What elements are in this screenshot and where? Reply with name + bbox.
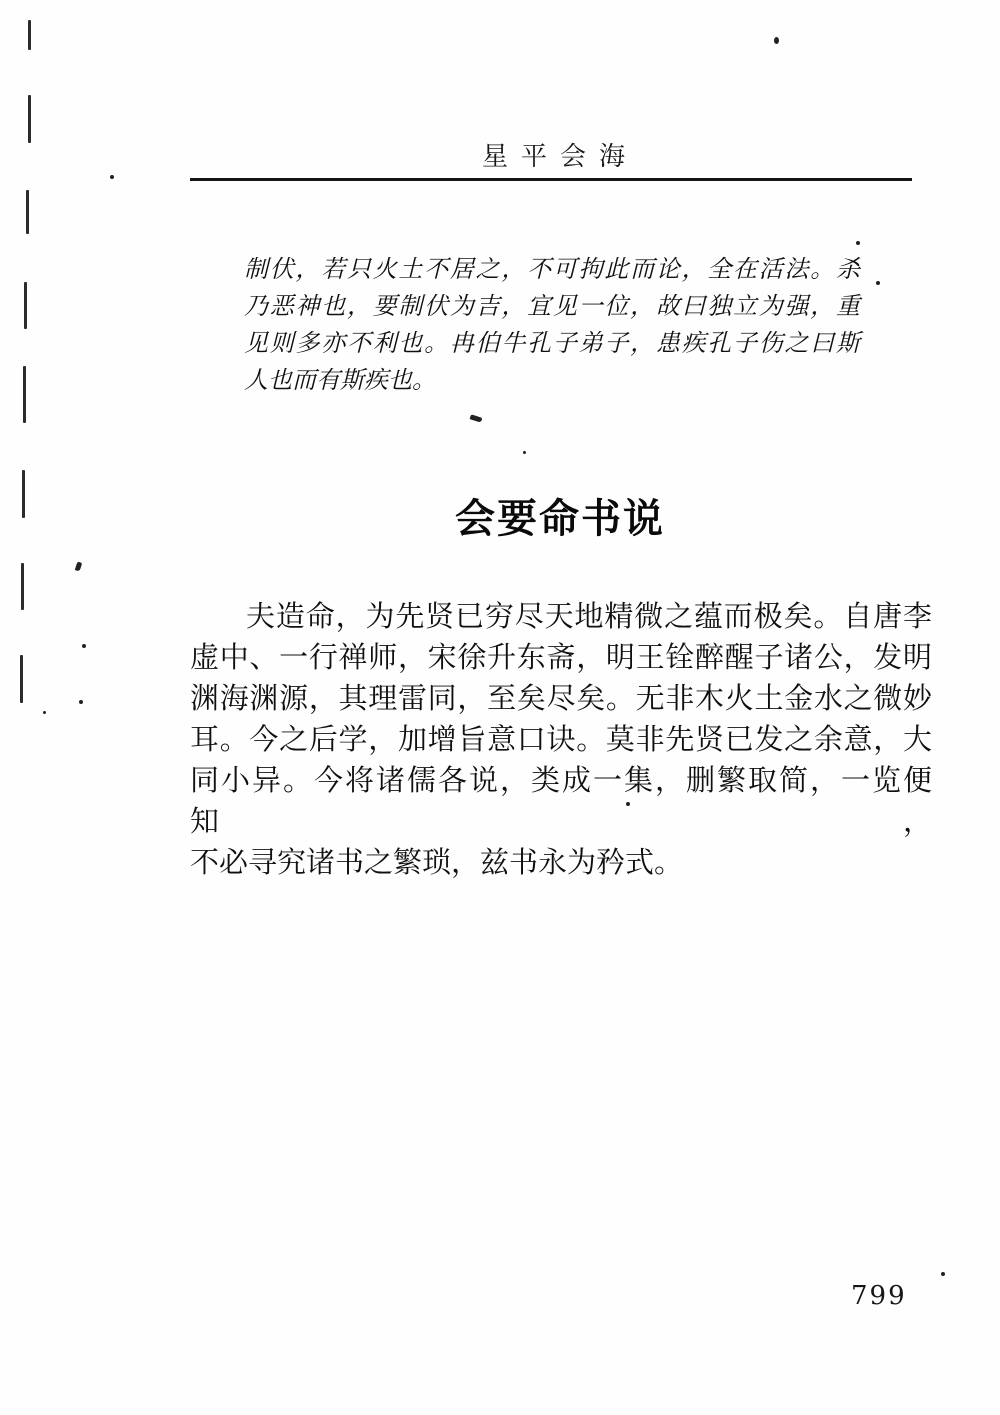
- text-line: 耳。今之后学，加增旨意口诀。莫非先贤已发之余意，大: [190, 722, 932, 756]
- binding-mark: [22, 470, 25, 518]
- binding-mark: [23, 366, 26, 423]
- page-number: 799: [851, 1281, 907, 1311]
- text-line: 虚中、一行禅师，宋徐升东斋，明王铨醉醒子诸公，发明: [190, 640, 932, 674]
- scan-speck: [43, 711, 46, 714]
- text-line: 制伏，若只火土不居之，不可拘此而论，全在活法。杀: [244, 255, 860, 283]
- text-line: 乃恶神也，要制伏为吉，宜见一位，故曰独立为强，重: [244, 292, 860, 320]
- paragraph-main: [190, 596, 932, 883]
- section-heading: 会要命书说: [455, 496, 665, 542]
- text-line: 不必寻究诸书之繁琐，兹书永为矜式。: [190, 845, 684, 879]
- scan-smudge: [470, 414, 483, 422]
- scan-speck: [856, 241, 860, 245]
- scan-speck: [79, 700, 83, 704]
- binding-mark: [26, 190, 29, 234]
- binding-mark: [28, 95, 31, 143]
- scan-speck: [523, 451, 526, 454]
- binding-mark: [24, 282, 27, 329]
- scan-speck: [774, 37, 779, 44]
- running-head-title: 星平会海: [481, 142, 638, 172]
- text-line: 同小异。今将诸儒各说，类成一集，删繁取简，一览便知，: [190, 763, 932, 838]
- binding-mark: [20, 655, 23, 703]
- text-line: 渊海渊源，其理雷同，至矣尽矣。无非木火土金水之微妙: [190, 681, 932, 715]
- scan-smudge: [75, 561, 83, 571]
- binding-mark: [28, 20, 31, 50]
- scan-speck: [941, 1272, 945, 1276]
- text-line: 夫造命，为先贤已穷尽天地精微之蕴而极矣。自唐李: [246, 599, 932, 633]
- paragraph-previous: [244, 251, 860, 399]
- scan-speck: [876, 281, 880, 285]
- scan-speck: [82, 644, 86, 648]
- scan-speck: [110, 175, 114, 179]
- text-line: 见则多亦不利也。冉伯牛孔子弟子，患疾孔子伤之曰斯: [244, 329, 860, 357]
- header-rule: [190, 178, 912, 181]
- binding-mark: [21, 563, 24, 610]
- text-line: 人也而有斯疾也。: [244, 366, 436, 394]
